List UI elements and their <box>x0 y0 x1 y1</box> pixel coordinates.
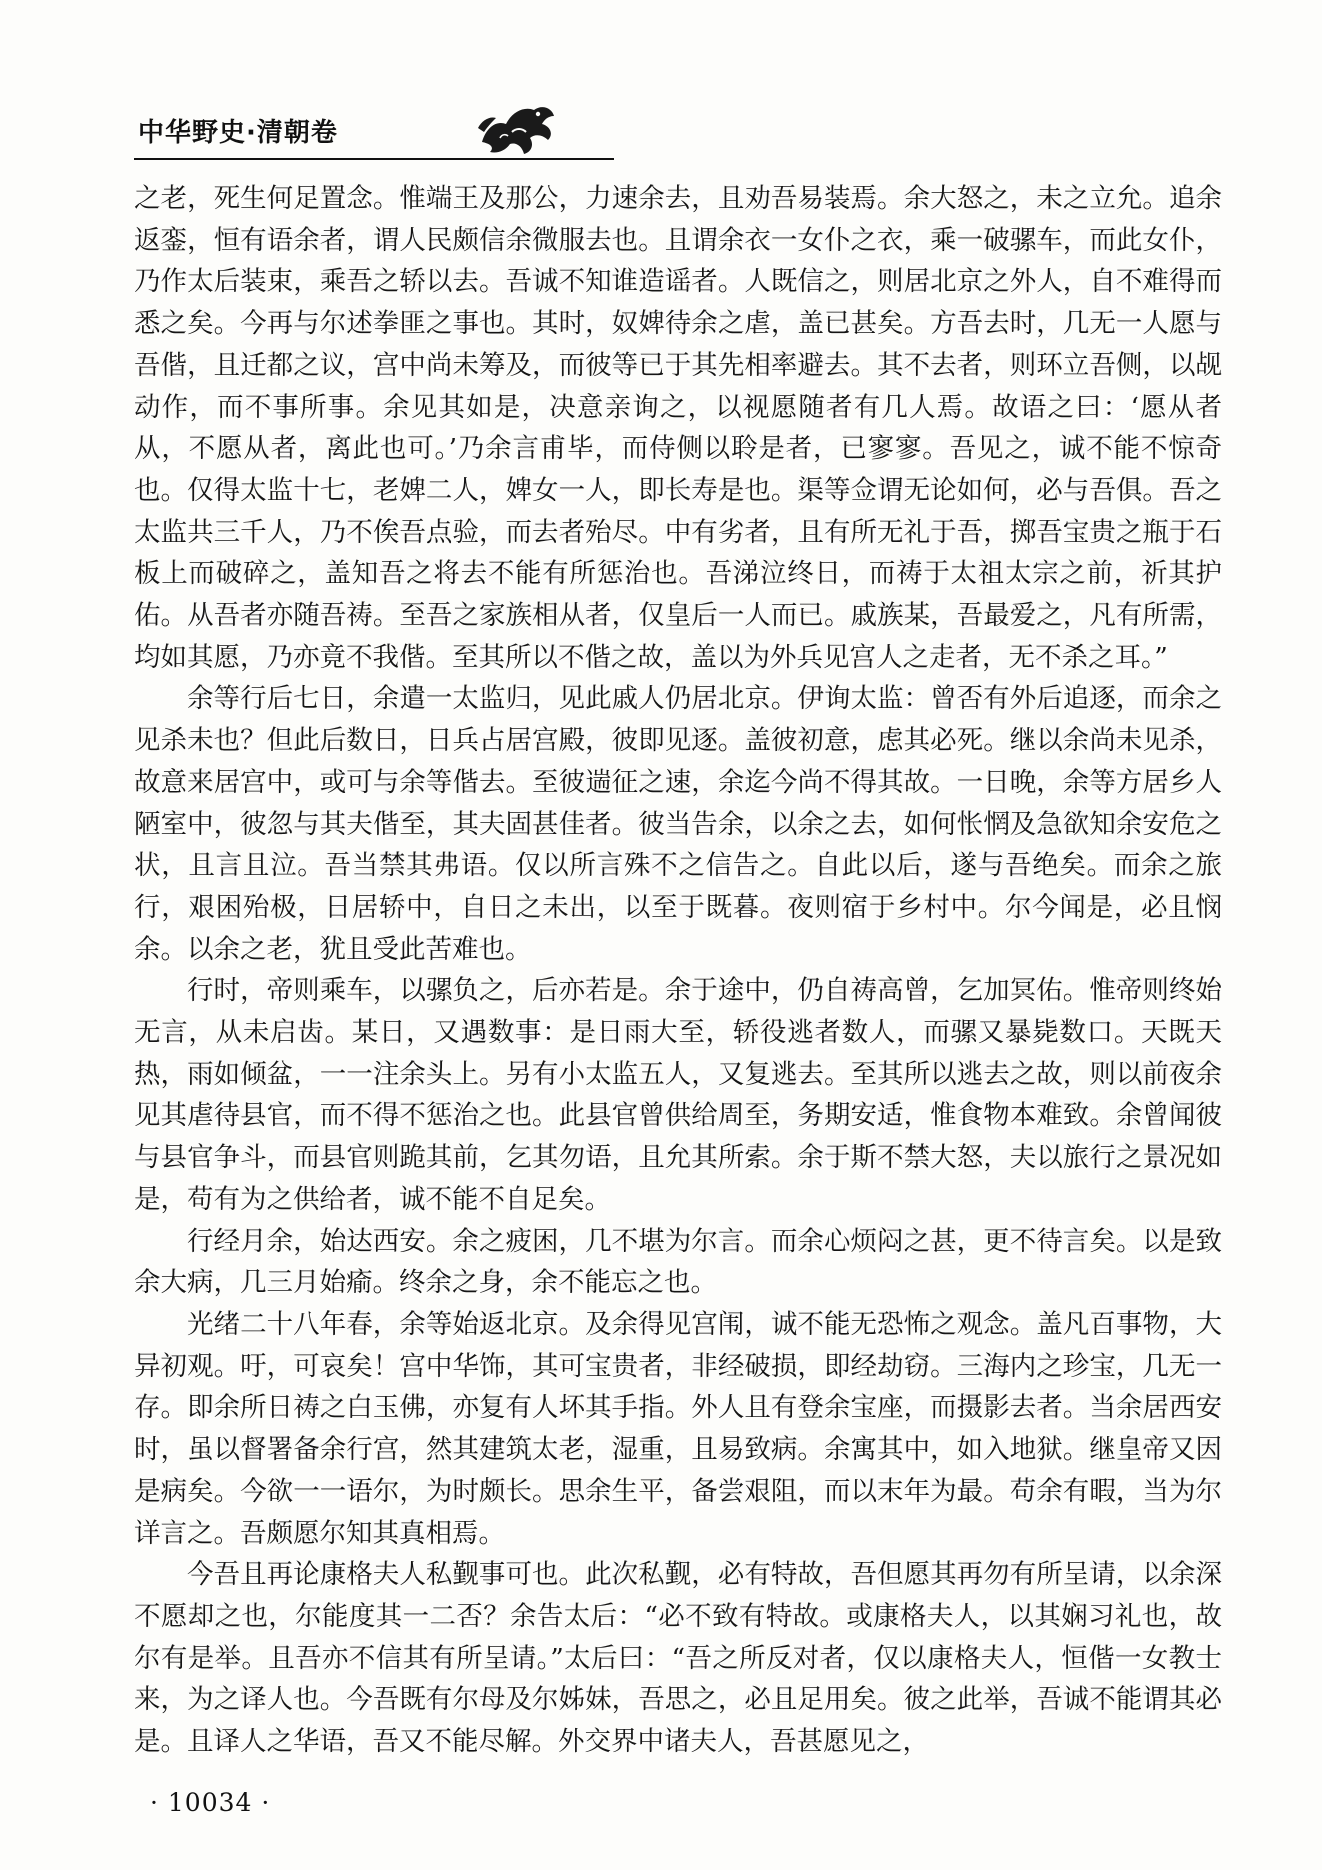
paragraph: 行经月余，始达西安。余之疲困，几不堪为尔言。而余心烦闷之甚，更不待言矣。以是致余大病，几三月始瘉。终余之身，余不能忘之也。 <box>134 1225 1222 1299</box>
running-header <box>134 106 1226 168</box>
paragraph: 今吾且再论康格夫人私觐事可也。此次私觐，必有特故，吾但愿其再勿有所呈请，以余深不愿却之也，尔能度其一二否？余告太后：“必不致有特故。或康格夫人，以其娴习礼也，故尔有是举。且吾亦不信其有所呈请。”太后曰：“吾之所反对者，仅以康格夫人，恒偕一女教士来，为之译人也。今吾既有尔母及尔姊妹，吾思之，必且足用矣。彼之此举，吾诚不能谓其必是。且译人之华语，吾又不能尽解。外交界中诸夫人，吾甚愿见之， <box>134 1559 1222 1758</box>
page-number: · 10034 · <box>150 1788 271 1817</box>
paragraph: 之老，死生何足置念。惟端王及那公，力速余去，且劝吾易装焉。余大怒之，未之立允。追余返銮，恒有语余者，谓人民颇信余微服去也。且谓余衣一女仆之衣，乘一破骡车，而此女仆，乃作太后装束，乘吾之轿以去。吾诚不知谁造谣者。人既信之，则居北京之外人，自不难得而悉之矣。今再与尔述拳匪之事也。其时，奴婢待余之虐，盖已甚矣。方吾去时，几无一人愿与吾偕，且迁都之议，宫中尚未筹及，而彼等已于其先相率避去。其不去者，则环立吾侧，以觇动作，而不事所事。余见其如是，决意亲询之，以视愿随者有几人焉。故语之曰：‘愿从者从，不愿从者，离此也可。’乃余言甫毕，而侍侧以聆是者，已寥寥。吾见之，诚不能不惊奇也。仅得太监十七，老婢二人，婢女一人，即长寿是也。渠等佥谓无论如何，必与吾俱。吾之太监共三千人，乃不俟吾点验，而去者殆尽。中有劣者，且有所无礼于吾，掷吾宝贵之瓶于石板上而破碎之，盖知吾之将去不能有所惩治也。吾涕泣终日，而祷于太祖太宗之前，祈其护佑。从吾者亦随吾祷。至吾之家族相从者，仅皇后一人而已。戚族某，吾最爱之，凡有所需，均如其愿，乃亦竟不我偕。至其所以不偕之故，盖以为外兵见宫人之走者，无不杀之耳。” <box>134 183 1222 673</box>
paragraph: 行时，帝则乘车，以骡负之，后亦若是。余于途中，仍自祷高曾，乞加冥佑。惟帝则终始无言，从未启齿。某日，又遇数事：是日雨大至，轿役逃者数人，而骡又暴毙数口。天既天热，雨如倾盆，一一注余头上。另有小太监五人，又复逃去。至其所以逃去之故，则以前夜余见其虐待县官，而不得不惩治之也。此县官曾供给周至，务期安适，惟食物本难致。余曾闻彼与县官争斗，而县官则跪其前，乞其勿语，且允其所索。余于斯不禁大怒，夫以旅行之景况如是，苟有为之供给者，诚不能不自足矣。 <box>134 975 1222 1215</box>
header-rule <box>134 158 614 160</box>
paragraph: 光绪二十八年春，余等始返北京。及余得见宫闱，诚不能无恐怖之观念。盖凡百事物，大异初观。吁，可哀矣！宫中华饰，其可宝贵者，非经破损，即经劫窃。三海内之珍宝，几无一存。即余所日祷之白玉佛，亦复有人坏其手指。外人且有登余宝座，而摄影去者。当余居西安时，虽以督署备余行宫，然其建筑太老，湿重，且易致病。余寓其中，如入地狱。继皇帝又因是病矣。今欲一一语尔，为时颇长。思余生平，备尝艰阻，而以末年为最。苟余有暇，当为尔详言之。吾颇愿尔知其真相焉。 <box>134 1308 1222 1549</box>
paragraph: 余等行后七日，余遣一太监归，见此戚人仍居北京。伊询太监：曾否有外后追逐，而余之见杀未也？但此后数日，日兵占居宫殿，彼即见逐。盖彼初意，虑其必死。继以余尚未见杀，故意来居宫中，或可与余等偕去。至彼遄征之速，余迄今尚不得其故。一日晚，余等方居乡人陋室中，彼忽与其夫偕至，其夫固甚佳者。彼当告余，以余之去，如何怅惘及急欲知余安危之状，且言且泣。吾当禁其弗语。仅以所言殊不之信告之。自此以后，遂与吾绝矣。而余之旅行，艰困殆极，日居轿中，自日之未出，以至于既暮。夜则宿于乡村中。尔今闻是，必且悯余。以余之老，犹且受此苦难也。 <box>134 683 1222 965</box>
page-body-text <box>134 178 1222 1763</box>
dragon-icon <box>472 98 560 160</box>
header-title: 中华野史·清朝卷 <box>138 118 338 148</box>
